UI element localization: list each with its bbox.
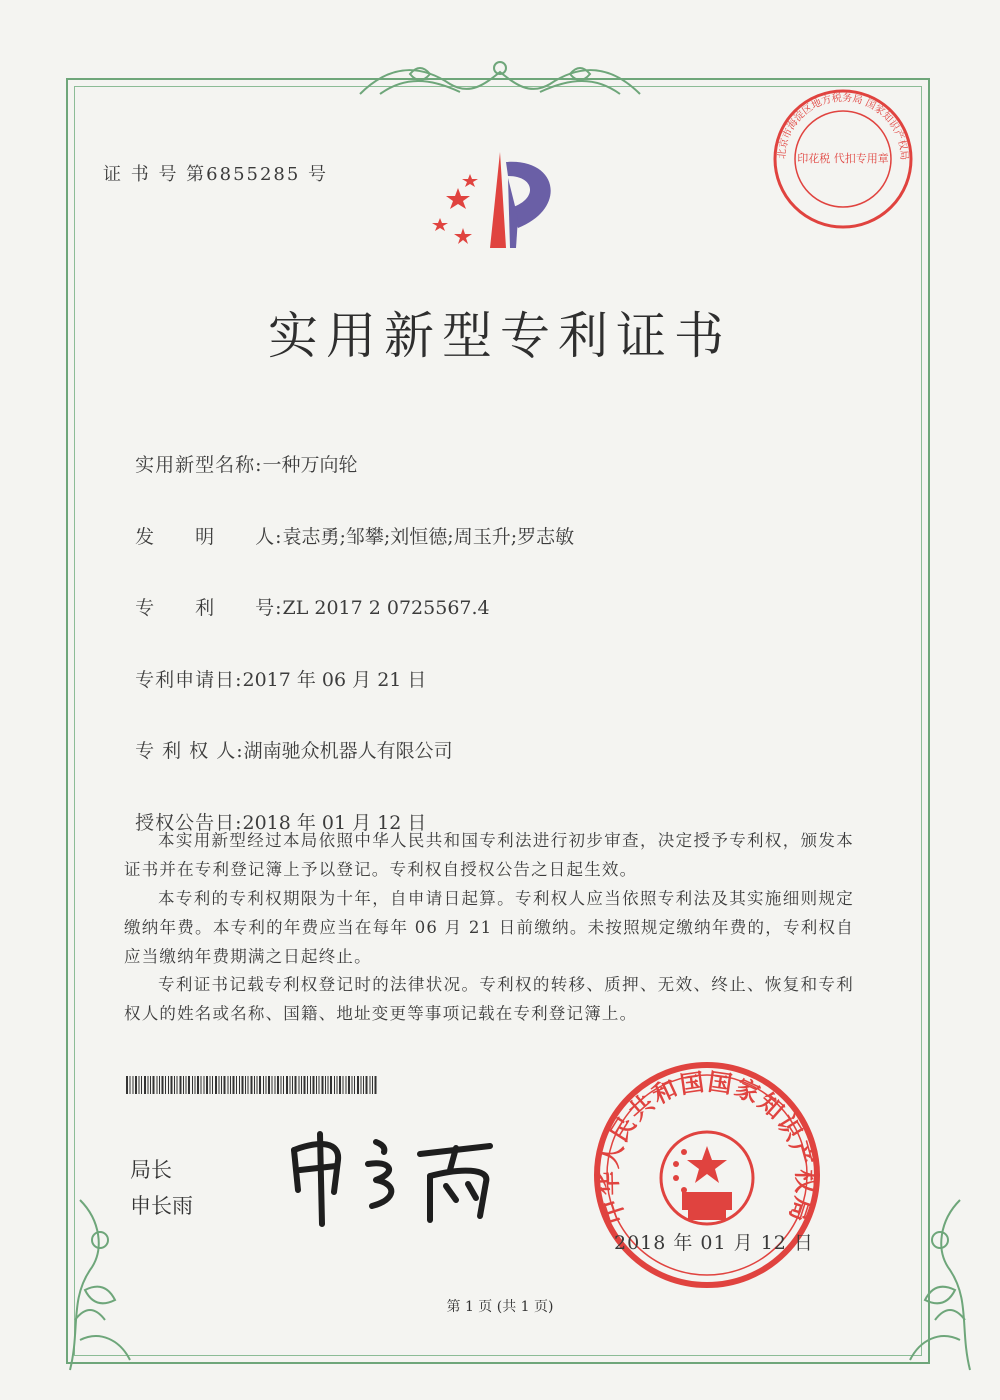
certificate-title: 实用新型专利证书 xyxy=(268,307,732,365)
signatory-title: 局长 xyxy=(130,1158,172,1182)
national-emblem-icon xyxy=(661,1132,753,1224)
paragraph-text: 本专利的专利权期限为十年，自申请日起算。专利权人应当依照专利法及其实施细则规定缴纳年费。本专利的年费应当在每年 06 月 21 日前缴纳。未按照规定缴纳年费的，专利权自应当缴纳年费期满之日起终止。 xyxy=(124,889,854,966)
field-application-date xyxy=(123,643,426,692)
field-value: 2017 年 06 月 21 日 xyxy=(242,669,427,691)
patent-office-logo xyxy=(418,148,578,258)
field-label: 实用新型名称: xyxy=(135,454,263,476)
field-inventors xyxy=(123,500,574,549)
paragraph-text: 本实用新型经过本局依照中华人民共和国专利法进行初步审查，决定授予专利权，颁发本证书并在专利登记簿上予以登记。专利权自授权公告之日起生效。 xyxy=(124,831,854,879)
field-label: 专利申请日: xyxy=(135,669,243,691)
field-patent-number xyxy=(123,571,490,620)
barcode xyxy=(126,1076,378,1094)
national-ip-office-seal xyxy=(592,1060,822,1290)
field-label: 专 利 权 人: xyxy=(135,740,244,762)
field-value: 2018 年 01 月 12 日 xyxy=(242,812,427,834)
seal-date: 2018 年 01 月 12 日 xyxy=(614,1232,814,1254)
field-value: ZL 2017 2 0725567.4 xyxy=(282,597,490,619)
tax-stamp-seal xyxy=(770,86,916,232)
handwritten-signature xyxy=(280,1120,510,1230)
field-utility-model-name xyxy=(123,428,358,477)
field-value: 湖南驰众机器人有限公司 xyxy=(243,740,453,762)
paragraph-text: 专利证书记载专利权登记时的法律状况。专利权的转移、质押、无效、终止、恢复和专利权人的姓名或名称、国籍、地址变更等事项记载在专利登记簿上。 xyxy=(124,975,854,1023)
tax-seal-center-text: 印花税 代扣专用章 xyxy=(797,152,889,165)
logo-stars-icon xyxy=(432,174,478,244)
certificate-number: 证 书 号 第6855285 号 xyxy=(103,164,329,185)
field-value: 袁志勇;邹攀;刘恒德;周玉升;罗志敏 xyxy=(282,526,575,548)
signatory-name: 申长雨 xyxy=(130,1194,193,1218)
field-label: 发 明 人: xyxy=(135,526,283,548)
field-patentee xyxy=(123,714,453,763)
top-ornament xyxy=(350,54,650,104)
field-label: 专 利 号: xyxy=(135,597,283,619)
national-seal-ring-text: 中华人民共和国国家知识产权局 xyxy=(594,1067,820,1227)
tax-seal-ring-text: 北京市海淀区地方税务局 国家知识产权局 xyxy=(776,92,910,161)
body-paragraph-3 xyxy=(124,970,854,1028)
body-paragraph-1 xyxy=(124,826,854,884)
field-value: 一种万向轮 xyxy=(262,454,358,476)
page-number: 第 1 页 (共 1 页) xyxy=(446,1299,554,1315)
bottom-right-ornament xyxy=(860,1180,980,1380)
body-paragraph-2 xyxy=(124,884,854,971)
field-label: 授权公告日: xyxy=(135,812,243,834)
